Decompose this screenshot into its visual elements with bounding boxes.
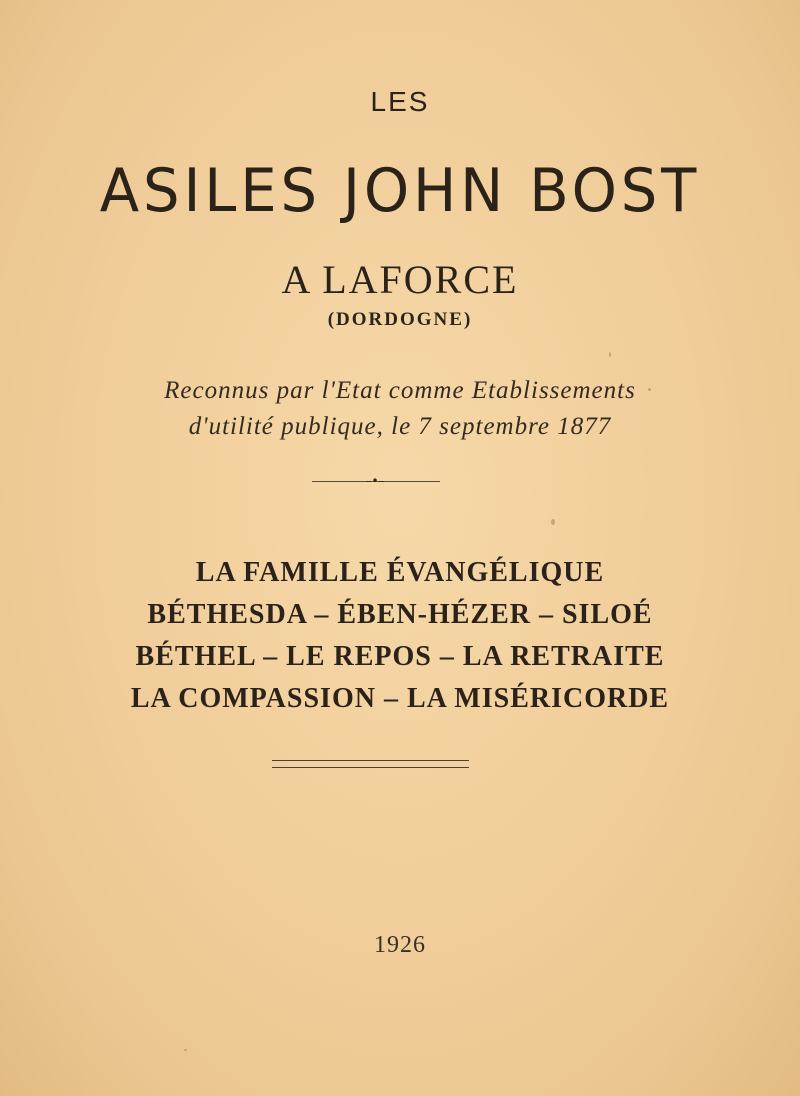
establishment-line-3: BÉTHEL – LE REPOS – LA RETRAITE [135,641,665,672]
establishment-line-2: BÉTHESDA – ÉBEN-HÉZER – SILOÉ [147,599,653,630]
paper-speck [609,352,611,357]
paper-speck [184,1049,187,1051]
top-double-rule-line [272,760,469,761]
publication-year: 1926 [374,932,426,958]
ornament-icon: –•– [365,474,385,488]
bottom-double-rule-line [272,767,469,768]
establishment-line-4: LA COMPASSION – LA MISÉRICORDE [130,683,670,714]
location-line: A LAFORCE [281,257,519,302]
document-title: ASILES JOHN BOST [99,156,701,226]
recognition-text [0,373,800,445]
establishment-line-1: LA FAMILLE ÉVANGÉLIQUE [195,557,605,588]
series-label: LES [370,86,430,117]
paper-speck [648,388,651,391]
paper-speck [551,519,555,525]
department-line: (DORDOGNE) [327,309,473,330]
recognition-line-2: d'utilité publique, le 7 septembre 1877 [188,413,612,440]
establishment-list [0,552,800,720]
recognition-line-1: Reconnus par l'Etat comme Etablissements [164,377,636,404]
